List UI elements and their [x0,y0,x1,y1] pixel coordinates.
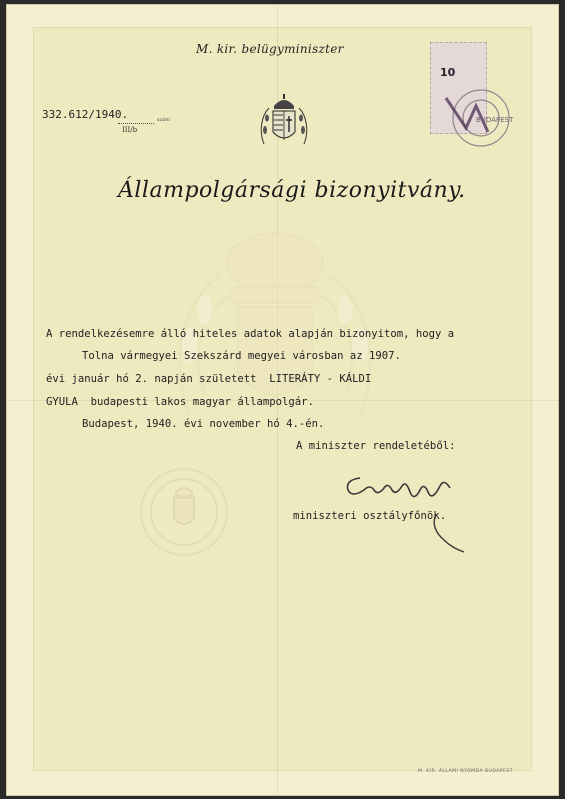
embossed-seal [138,466,230,558]
number-label: szám [157,117,170,123]
document-title: Állampolgársági bizonyitvány. [118,178,466,203]
department-code: III/b [122,126,138,134]
body-line: A miniszter rendeletéből: [296,440,456,452]
printer-mark: M. KIR. ÁLLAMI NYOMDA BUDAPEST [418,769,513,774]
body-line: Tolna vármegyei Szekszárd megyei városban az 1907. [82,350,401,362]
ministry-heading: M. kir. belügyminiszter [196,42,344,56]
number-dotted-line [118,123,154,124]
body-line: A rendelkezésemre álló hiteles adatok alapján bizonyitom, hogy a [46,328,455,340]
signatory-title: miniszteri osztályfőnök. [293,510,447,522]
body-line: Budapest, 1940. évi november hó 4.-én. [82,418,325,430]
stamp-value: 10 [440,66,456,79]
postmark-icon [436,88,526,154]
coat-of-arms-icon [259,94,309,152]
body-line: GYULA budapesti lakos magyar állampolgár. [46,396,314,408]
postmark-text: BUDAPEST [476,116,514,124]
body-line: évi január hó 2. napján született LITERÁTY - KÁLDI [46,373,372,385]
reference-number: 332.612/1940. [42,108,129,121]
